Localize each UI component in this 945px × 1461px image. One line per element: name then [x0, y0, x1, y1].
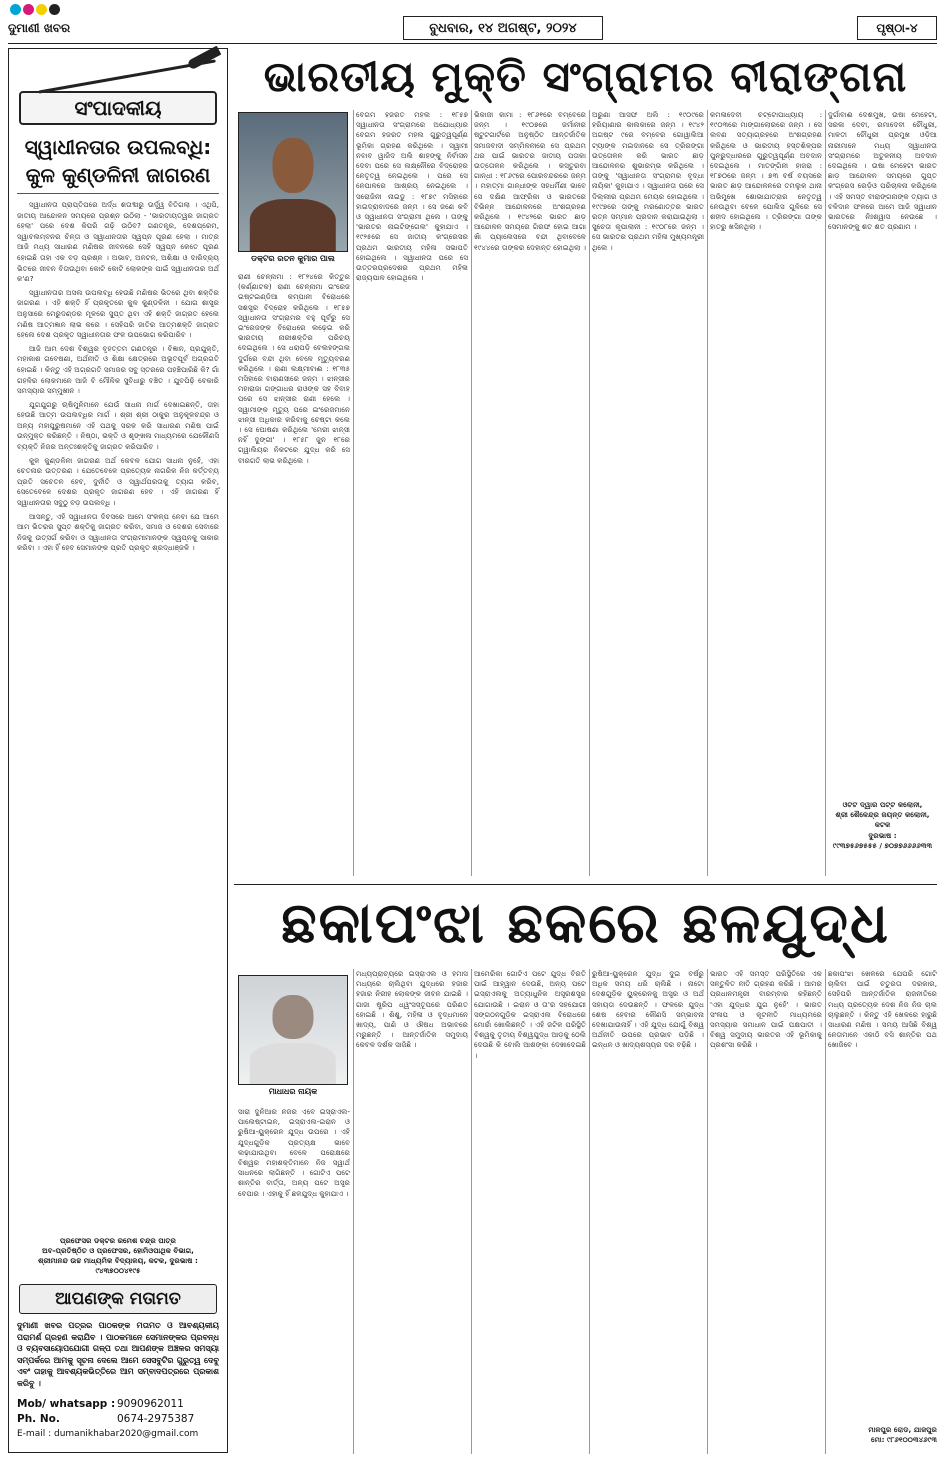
- phone-number: 0674-2975387: [117, 1413, 195, 1425]
- editorial-title: ସ୍ୱାଧୀନତାର ଉପଲବ୍ଧି: କୁଳ କୁଣ୍ଡଳିନୀ ଜାଗରଣ: [24, 135, 212, 187]
- mob-label: Mob/ whatsapp :: [17, 1398, 116, 1410]
- column-text: କମଳାଦେବୀ ଚଟ୍ଟୋପାଧ୍ୟାୟ : ୧୯୦୩ରେ ମାଙ୍ଗାଲୋରରେ ଜନ୍ମ । ସେ ଲବଣ ସତ୍ୟାଗ୍ରହରେ ଅଂଶଗ୍ରହଣ କରିଥିଲେ ଓ ଭାରତୀୟ ହସ୍ତଶିଳ୍ପର ପୁନରୁଦ୍ଧାରରେ ଗୁରୁତ୍ୱପୂର୍ଣ୍ଣ ଅବଦାନ ଦେଇଥିଲେ । ମାତଙ୍ଗିନୀ ହାଜରା : ୧୮୭୦ରେ ଜନ୍ମ । ୭୩ ବର୍ଷ ବୟସରେ ଭାରତ ଛାଡ଼ ଆନ୍ଦୋଳନରେ ତମଲୁକ ଥାନା ଅଭିମୁଖେ ଶୋଭାଯାତ୍ରାର ନେତୃତ୍ୱ ନେଉଥିବା ବେଳେ ପୋଲିସ ଗୁଳିରେ ସେ ଶହୀଦ ହୋଇଥିଲେ । ତ୍ରିରଙ୍ଗା ତାଙ୍କ ହାତରୁ ଖସିନଥିଲା ।: [710, 110, 822, 232]
- article1-author-signature: [828, 800, 937, 876]
- article1-col1: [238, 272, 350, 872]
- column-rule: [353, 969, 354, 1454]
- issue-date: ବୁଧବାର, ୧୪ ଅଗଷ୍ଟ, ୨୦୨୪: [403, 16, 603, 40]
- signature-line: ଅବ-ପ୍ରତିଷ୍ଠିତ ଓ ପ୍ରଫେସର, ହୋମିଓପାଥିକ ବିଭାଗ,: [42, 1246, 194, 1255]
- column-text: ଆମେରିକା ଗୋଟିଏ ପଟେ ଯୁଦ୍ଧ ବିରତି ପାଇଁ ଆହ୍ୱାନ ଦେଉଛି, ଅନ୍ୟ ପଟେ ଇସ୍ରାଏଲକୁ ଅତ୍ୟାଧୁନିକ ଅସ୍ତ୍ରଶସ୍ତ୍ର ଯୋଗାଉଛି । ଇରାନ ଓ ତା'ର ସହଯୋଗୀ ସଙ୍ଗଠନଗୁଡ଼ିକ ଇସ୍ରାଏଲ ବିରୋଧରେ ମୋର୍ଚ୍ଚା ଖୋଲିଛନ୍ତି । ଏହି ଜଟିଳ ପରିସ୍ଥିତି ବିଶ୍ୱକୁ ତୃତୀୟ ବିଶ୍ୱଯୁଦ୍ଧ ଆଡ଼କୁ ଠେଲି ଦେଉଛି କି ବୋଲି ଆଶଙ୍କା ଦେଖାଦେଇଛି ।: [474, 969, 586, 1060]
- article1-col5: [710, 110, 822, 876]
- article2-col5: [710, 969, 822, 1454]
- paper-name: ଦୁମାଣୀ ଖବର: [8, 21, 71, 35]
- article2-col3: [474, 969, 586, 1454]
- editorial-label: ସଂପାଦକୀୟ: [19, 91, 217, 125]
- column-text: ରୁଷିଆ-ୟୁକ୍ରେନ ଯୁଦ୍ଧ ଦୁଇ ବର୍ଷରୁ ଅଧିକ ସମୟ ଧରି ଚାଲିଛି । ନାଟୋ ଦେଶଗୁଡ଼ିକ ୟୁକ୍ରେନକୁ ଅସ୍ତ୍ର ଓ ଅର୍ଥ ସହାୟତା ଦେଉଛନ୍ତି । ଫଳରେ ଯୁଦ୍ଧ ଶେଷ ହେବାର କୌଣସି ସମ୍ଭାବନା ଦେଖାଯାଉନାହିଁ । ଏହି ଯୁଦ୍ଧ ଯୋଗୁଁ ବିଶ୍ୱ ଅର୍ଥନୀତି ଉପରେ ପ୍ରଭାବ ପଡ଼ିଛି । ଇନ୍ଧନ ଓ ଖାଦ୍ୟଶସ୍ୟର ଦର ବଢ଼ିଛି ।: [592, 969, 704, 1050]
- paragraph: ଆଜି ଆମ ଦେଶ ବିଶ୍ୱର ବୃହତ୍ତମ ଗଣତନ୍ତ୍ର । ବିଜ୍ଞାନ, ପ୍ରଯୁକ୍ତି, ମହାକାଶ ଗବେଷଣା, ଅର୍ଥନୀତି ଓ ଶିକ୍ଷା କ୍ଷେତ୍ରରେ ଅଭୂତପୂର୍ବ ଅଗ୍ରଗତି ହୋଇଛି । କିନ୍ତୁ ଏହି ଅଗ୍ରଗତି ସମାଜର ସବୁ ସ୍ତରରେ ପହଞ୍ଚିପାରିଛି କି? ଗାଁ ଗହଳିର ଲୋକମାନେ ଆଜି ବି ମୌଳିକ ସୁବିଧାରୁ ବଞ୍ଚିତ । ଯୁବପିଢ଼ି ବେକାରି ସମସ୍ୟାର ସମ୍ମୁଖୀନ ।: [17, 343, 219, 396]
- photo-caption: ଡକ୍ଟର ରତନ କୁମାର ପାଲ: [238, 252, 348, 266]
- author-photo: [238, 112, 348, 252]
- masthead: [8, 14, 937, 44]
- editorial-column: [8, 48, 228, 1453]
- column-text: ଭିକାଜୀ କାମା : ୧୮୬୧ରେ ବମ୍ବେରେ ଜନ୍ମ । ୧୯୦୭ରେ ଜର୍ମାନୀର ଷ୍ଟୁଟଗାର୍ଟରେ ଅନୁଷ୍ଠିତ ଆନ୍ତର୍ଜାତିକ ସମାଜବାଦୀ ସମ୍ମିଳନୀରେ ସେ ପ୍ରଥମ ଥର ପାଇଁ ଭାରତର ଜାତୀୟ ପତାକା ଉତ୍ତୋଳନ କରିଥିଲେ । କସ୍ତୁରବା ଗାନ୍ଧୀ : ୧୮୬୯ରେ ପୋରବନ୍ଦରରେ ଜନ୍ମ । ମହାତ୍ମା ଗାନ୍ଧୀଙ୍କ ସହଧର୍ମିଣୀ ଭାବେ ସେ ଦକ୍ଷିଣ ଆଫ୍ରିକା ଓ ଭାରତରେ ବିଭିନ୍ନ ଆନ୍ଦୋଳନରେ ଅଂଶଗ୍ରହଣ କରିଥିଲେ । ୧୯୪୨ରେ ଭାରତ ଛାଡ଼ ଆନ୍ଦୋଳନ ସମୟରେ ଗିରଫ ହୋଇ ଆଗା ଖାଁ ପ୍ୟାଲେସରେ ବନ୍ଦୀ ଥିବାବେଳେ ୧୯୪୪ରେ ତାଙ୍କର ଦେହାନ୍ତ ହୋଇଥିଲା ।: [474, 110, 586, 252]
- author-photo: [238, 975, 348, 1085]
- column-text: ମଧ୍ୟପ୍ରାଚ୍ୟରେ ଇସ୍ରାଏଲ ଓ ହମାସ ମଧ୍ୟରେ ଚାଲିଥିବା ଯୁଦ୍ଧରେ ହଜାର ହଜାର ନିରୀହ ଲୋକଙ୍କ ଜୀବନ ଯାଇଛି । ଗାଜା ଷ୍ଟ୍ରିପ ଧ୍ୱଂସସ୍ତୂପରେ ପରିଣତ ହୋଇଛି । ଶିଶୁ, ମହିଳା ଓ ବୃଦ୍ଧମାନେ ଖାଦ୍ୟ, ପାଣି ଓ ଔଷଧ ଅଭାବରେ ମରୁଛନ୍ତି । ଆନ୍ତର୍ଜାତିକ ସମୁଦାୟ କେବଳ ଦର୍ଶକ ସାଜିଛି ।: [356, 969, 468, 1050]
- contact-block: [9, 1395, 227, 1444]
- column-rule: [589, 969, 590, 1454]
- article1-headline: ଭାରତୀୟ ମୁକ୍ତି ସଂଗ୍ରାମର ବୀରାଙ୍ଗନା: [263, 52, 908, 101]
- column-rule: [353, 110, 354, 876]
- editorial-body: [9, 196, 227, 1236]
- signature-line: ଶ୍ରୀ ଶୈଳେନ୍ଦ୍ର ଜୟନ୍ତ କଲୋନୀ, କଟକ: [835, 810, 930, 830]
- signature-phone: ମୋ: ୯୮୬୧୦୦୩୪୬୯୩: [871, 1435, 937, 1445]
- column-rule: [825, 969, 826, 1454]
- column-rule: [825, 110, 826, 876]
- article1-col4: [592, 110, 704, 876]
- paragraph: ଯୁଗଯୁଗରୁ ଋଷିମୁନିମାନେ ଯେଉଁ ସାଧନା ମାର୍ଗ ଦେଖାଇଛନ୍ତି, ତାହା ହେଉଛି ଆତ୍ମ ଉପଲବ୍ଧିର ମାର୍ଗ । ଶ୍ରୀ ଶ୍ରୀ ଠାକୁର ଅନୁକୂଳଚନ୍ଦ୍ର ଓ ଅନ୍ୟ ମହାପୁରୁଷମାନେ ଏହି ପଥକୁ ସରଳ କରି ସାଧାରଣ ମଣିଷ ପାଇଁ ଉନ୍ମୁକ୍ତ କରିଛନ୍ତି । ନିଷ୍ଠା, ଭକ୍ତି ଓ ଶୃଙ୍ଖଳା ମାଧ୍ୟମରେ ଯେକୌଣସି ବ୍ୟକ୍ତି ନିଜର ଅନ୍ତଃଶକ୍ତିକୁ ଜାଗ୍ରତ କରିପାରିବ ।: [17, 399, 219, 452]
- column-rule: [707, 110, 708, 876]
- article2-author-signature: [828, 1425, 937, 1453]
- divider: [17, 193, 219, 194]
- signature-line: ଶ୍ରୀମାନନ୍ଦ ଉଚ୍ଚ ମାଧ୍ୟମିକ ବିଦ୍ୟାଳୟ, କଟକ, ଦୁରଭାଷ :: [38, 1256, 198, 1265]
- signature-line: ମାଳପୁର ରୋଡ, ଯାଜପୁର: [868, 1425, 937, 1434]
- column-rule: [707, 969, 708, 1454]
- column-rule: [589, 110, 590, 876]
- article1-col6: [828, 110, 937, 790]
- phone-label: Ph. No.: [17, 1413, 60, 1425]
- article2-col2: [356, 969, 468, 1454]
- column-text: ରାଣୀ ଚେନ୍ନାମା : ୧୮୨୪ରେ କିତ୍ତୁର (କର୍ଣ୍ଣାଟକ) ରାଣୀ ଚେନ୍ନାମା ଇଂରେଜ ଇଷ୍ଟଇଣ୍ଡିଆ କମ୍ପାନୀ ବିରୋଧରେ ସଶସ୍ତ୍ର ବିଦ୍ରୋହ କରିଥିଲେ । ୧୮୫୭ ସ୍ୱାଧୀନତା ସଂଗ୍ରାମର ବହୁ ପୂର୍ବରୁ ସେ ଇଂରେଜଙ୍କ ବିରୋଧରେ ଲଢ଼େଇ କରି ଭାରତୀୟ ନାରୀଶକ୍ତିର ପରିଚୟ ଦେଇଥିଲେ । ସେ ଧରାପଡ଼ି ବେଲହଙ୍ଗଲ ଦୁର୍ଗରେ ବନ୍ଦୀ ଥିବା ବେଳେ ମୃତ୍ୟୁବରଣ କରିଥିଲେ । ରାଣୀ ଲକ୍ଷ୍ମୀବାଈ : ୧୮୩୫ ମସିହାରେ ବାରାଣସୀରେ ଜନ୍ମ । ଝାନ୍ସୀର ମହାରାଜା ଗଙ୍ଗାଧର ରାଓଙ୍କ ସହ ବିବାହ ପରେ ସେ ଝାନ୍ସୀର ରାଣୀ ହେଲେ । ସ୍ୱାମୀଙ୍କ ମୃତ୍ୟୁ ପରେ ଇଂରେଜମାନେ ଝାନ୍ସୀ ଅଧିକାର କରିବାକୁ ଚେଷ୍ଟା କଲେ । ସେ ଘୋଷଣା କରିଥିଲେ 'ମେରୀ ଝାନ୍ସୀ ନହିଁ ଦୁଙ୍ଗୀ' । ୧୮୫୮ ଜୁନ ୧୮ରେ ଗ୍ୱାଲିୟର ନିକଟରେ ଯୁଦ୍ଧ କରି ସେ ବୀରଗତି ଲାଭ କରିଥିଲେ ।: [238, 272, 350, 465]
- column-text: ଦୁର୍ଗାବାଈ ଦେଶମୁଖ, ଉଷା ମେହେଟା, ସରଳା ଦେବୀ, ରମାଦେବୀ ଚୌଧୁରୀ, ମାଳତୀ ଚୌଧୁରୀ ପ୍ରମୁଖ ଓଡ଼ିଆ ନାରୀମାନେ ମଧ୍ୟ ସ୍ୱାଧୀନତା ସଂଗ୍ରାମରେ ଅତୁଳନୀୟ ଅବଦାନ ଦେଇଥିଲେ । ଉଷା ମେହେଟା ଭାରତ ଛାଡ଼ ଆନ୍ଦୋଳନ ସମୟରେ ଗୁପ୍ତ କଂଗ୍ରେସ ରେଡ଼ିଓ ପରିଚାଳନା କରିଥିଲେ । ଏହି ସମସ୍ତ ବୀରାଙ୍ଗନାଙ୍କ ତ୍ୟାଗ ଓ ବଳିଦାନ ଫଳରେ ଆମେ ଆଜି ସ୍ୱାଧୀନ ଭାରତରେ ନିଃଶ୍ୱାସ ନେଉଛେ । ସେମାନଙ୍କୁ ଶତ ଶତ ପ୍ରଣାମ ।: [828, 110, 937, 232]
- column-rule: [471, 969, 472, 1454]
- main-content: [234, 48, 937, 1453]
- opinion-text: ଦୁମାଣୀ ଖବର ପତ୍ରର ପାଠକଙ୍କ ମତାମତ ଓ ଆବଶ୍ୟକୀୟ ପରାମର୍ଶ ଗ୍ରହଣ କରାଯିବ । ପାଠକମାନେ ସେମାନଙ୍କର ପ୍ରବନ୍ଧ ଓ ବ୍ୟବସାୟୋପଯୋଗୀ ଗଳ୍ପ ତଥା ଆପଣଙ୍କ ଅଞ୍ଚଳର ସମସ୍ୟା ସମ୍ପର୍କରେ ଆମକୁ ସୂଚନା ଦେଲେ ଆମେ ସେସବୁଟିର ଗୁରୁତ୍ୱ ଦେବୁ ଏବଂ ତାହାକୁ ଆବଶ୍ୟକଭିତ୍ତିରେ ଆମ ସମ୍ବାଦପତ୍ରରେ ପ୍ରକାଶ କରିବୁ ।: [17, 1321, 219, 1388]
- article2-col6: [828, 969, 937, 1424]
- paragraph: ଆସନ୍ତୁ, ଏହି ସ୍ୱାଧୀନତା ଦିବସରେ ଆମେ ସଂକଳ୍ପ ନେବା ଯେ ଆମେ ଆମ ଭିତରର ସୁପ୍ତ ଶକ୍ତିକୁ ଜାଗ୍ରତ କରିବା, ସମାଜ ଓ ଦେଶର ସେବାରେ ନିଜକୁ ଉତ୍ସର୍ଗ କରିବା ଓ ସ୍ୱାଧୀନତା ସଂଗ୍ରାମୀମାନଙ୍କ ସ୍ୱପ୍ନକୁ ସାକାର କରିବା । ଏହା ହିଁ ହେବ ସେମାନଙ୍କ ପ୍ରତି ପ୍ରକୃତ ଶ୍ରଦ୍ଧାଞ୍ଜଳି ।: [17, 511, 219, 553]
- article2: [234, 884, 937, 1453]
- column-text: ସାରା ଦୁନିଆର ନଜର ଏବେ ଇସ୍ରାଏଲ-ପାଲେଷ୍ଟାଇନ, ଇସ୍ରାଏଲ-ଇରାନ ଓ ରୁଷିଆ-ୟୁକ୍ରେନ ଯୁଦ୍ଧ ଉପରେ । ଏହି ଯୁଦ୍ଧଗୁଡ଼ିକ ପ୍ରତ୍ୟକ୍ଷ ଭାବେ ଲଢ଼ାଯାଉଥିବା ବେଳେ ପରୋକ୍ଷରେ ବିଶ୍ୱର ମହାଶକ୍ତିମାନେ ନିଜ ସ୍ୱାର୍ଥ ସାଧନରେ ଲାଗିଛନ୍ତି । ଗୋଟିଏ ପଟେ ଶାନ୍ତିର ବାର୍ତ୍ତା, ଅନ୍ୟ ପଟେ ଅସ୍ତ୍ର ବେପାର । ଏହାକୁ ହିଁ ଛଳଯୁଦ୍ଧ କୁହାଯାଏ ।: [238, 1107, 350, 1198]
- signature-line: ଓଟଟ ଦ୍ୱାର ପଟ୍ଟ କଲୋନୀ,: [842, 800, 923, 809]
- email-label: E-mail :: [17, 1429, 52, 1439]
- signature-name: ପ୍ରଫେସର ଡକ୍ଟର ରମେଶ ଚନ୍ଦ୍ର ପାତ୍ର: [60, 1236, 176, 1245]
- signature-phone: ୯୪୩୭୦୦୪୧୯୫: [95, 1266, 141, 1275]
- paragraph: କୁଳ କୁଣ୍ଡଳିନୀ ଜାଗରଣ ଅର୍ଥ କେବଳ ଯୋଗ ସାଧନା ନୁହେଁ, ଏହା ଚେତନାର ଉତ୍ତରଣ । ଯେତେବେଳେ ପ୍ରତ୍ୟେକ ନାଗରିକ ନିଜ କର୍ତ୍ତବ୍ୟ ପ୍ରତି ସଚେତନ ହେବ, ଦୁର୍ନୀତି ଓ ସ୍ୱାର୍ଥପରତାକୁ ତ୍ୟାଗ କରିବ, ସେତେବେଳେ ଦେଶର ପ୍ରକୃତ ଜାଗରଣ ହେବ । ଏହି ଜାଗରଣ ହିଁ ସ୍ୱାଧୀନତାର ସବୁଠୁ ବଡ଼ ଉପଲବ୍ଧି ।: [17, 455, 219, 508]
- column-text: ଭାରତ ଏହି ସମସ୍ତ ପରିସ୍ଥିତିରେ ଏକ ସନ୍ତୁଳିତ ନୀତି ଗ୍ରହଣ କରିଛି । ଆମର ପ୍ରଧାନମନ୍ତ୍ରୀ ବାରମ୍ବାର କହିଛନ୍ତି 'ଏହା ଯୁଦ୍ଧର ଯୁଗ ନୁହେଁ' । ଭାରତ ସଂଳାପ ଓ କୂଟନୀତି ମାଧ୍ୟମରେ ସମସ୍ୟାର ସମାଧାନ ପାଇଁ ପକ୍ଷପାତୀ । ବିଶ୍ୱ ସମୁଦାୟ ଭାରତର ଏହି ଭୂମିକାକୁ ପ୍ରଶଂସା କରିଛି ।: [710, 969, 822, 1050]
- mobile-number: 9090962011: [117, 1398, 184, 1410]
- editorial-signature: [9, 1236, 227, 1276]
- paragraph: ସ୍ୱାଧୀନତା ପ୍ରାପ୍ତିପରେ ଅର୍ଦ୍ଧ ଶତାବ୍ଦୀରୁ ଊର୍ଦ୍ଧ୍ୱ ବିତିଗଲା । ଏଥିପି, ଜାତୀୟ ଆନ୍ଦୋଳନ ସମୟରେ ପ୍ରଶ୍ନ ଉଠିଲା - 'ଭାରତୀୟତ୍ୱର ଜାଗ୍ରତ ହେଲା' ପରେ ଦେଶ କିପରି ଗଢ଼ି ଉଠିବ? ଗଣତନ୍ତ୍ର, ଦେଶପ୍ରେମ, ସ୍ୱାବଲମ୍ବନର ଚିନ୍ତା ଓ ସ୍ୱାଧୀନତାର ସ୍ୱପ୍ନ ପୂରଣ ହେଲା । ମାତ୍ର ଆଜି ମଧ୍ୟ ସାଧାରଣ ମଣିଷର ଜୀବନରେ ସେହି ସ୍ୱପ୍ନ କେତେ ପୂରଣ ହୋଇଛି ତାହା ଏକ ବଡ଼ ପ୍ରଶ୍ନ । ଅଭାବ, ଅନଟନ, ଅଶିକ୍ଷା ଓ ଦାରିଦ୍ର୍ୟ ଭିତରେ ଜୀବନ ବିତାଉଥିବା କୋଟି କୋଟି ଲୋକଙ୍କ ପାଇଁ ସ୍ୱାଧୀନତାର ଅର୍ଥ କ'ଣ?: [17, 200, 219, 284]
- column-text: ଅରୁଣା ଆସଫ ଅଲି : ୧୯୦୯ରେ ହରିୟାଣାର କାଲକାରେ ଜନ୍ମ । ୧୯୪୨ ଅଗଷ୍ଟ ୯ରେ ବମ୍ବେର ଗୋୱାଲିଆ ଟ୍ୟାଙ୍କ ମଇଦାନରେ ସେ ତ୍ରିରଙ୍ଗା ଉତ୍ତୋଳନ କରି ଭାରତ ଛାଡ଼ ଆନ୍ଦୋଳନର ଶୁଭାରମ୍ଭ କରିଥିଲେ । ତାଙ୍କୁ 'ସ୍ୱାଧୀନତା ସଂଗ୍ରାମର ବୃଦ୍ଧା ନାୟିକା' କୁହାଯାଏ । ସ୍ୱାଧୀନତା ପରେ ସେ ଦିଲ୍ଲୀର ପ୍ରଥମ ମେୟର ହୋଇଥିଲେ । ୧୯୯୭ରେ ତାଙ୍କୁ ମରଣୋତ୍ତର ଭାରତ ରତ୍ନ ସମ୍ମାନ ପ୍ରଦାନ କରାଯାଇଥିଲା । ସୁଚେତା କୃପାଲାନୀ : ୧୯୦୮ରେ ଜନ୍ମ । ସେ ଭାରତର ପ୍ରଥମ ମହିଳା ମୁଖ୍ୟମନ୍ତ୍ରୀ ଥିଲେ ।: [592, 110, 704, 252]
- article2-col4: [592, 969, 704, 1454]
- email-address: dumanikhabar2020@gmail.com: [54, 1429, 199, 1439]
- page-number: ପୃଷ୍ଠା-୪: [857, 16, 937, 40]
- quill-pen-icon: [9, 49, 227, 91]
- signature-line: ଦୁରଭାଷ :: [868, 830, 897, 840]
- article2-headline: ଛକାପଂଝା ଛକରେ ଛଳଯୁଦ୍ଧ: [281, 891, 890, 956]
- article1-col2: [356, 110, 468, 876]
- opinion-heading: ଆପଣଙ୍କ ମତାମତ: [19, 1284, 217, 1314]
- column-text: ବେଗମ ହଜରତ ମହଲ : ୧୮୫୭ ସ୍ୱାଧୀନତା ସଂଗ୍ରାମରେ ଅଯୋଧ୍ୟାର ବେଗମ ହଜରତ ମହଲ ଗୁରୁତ୍ୱପୂର୍ଣ୍ଣ ଭୂମିକା ଗ୍ରହଣ କରିଥିଲେ । ସ୍ୱାମୀ ନବାବ ୱାଜିଦ ଅଲି ଶାହଙ୍କୁ ନିର୍ବାସନ ଦେବା ପରେ ସେ ଲକ୍ଷ୍ନୌରେ ବିଦ୍ରୋହର ନେତୃତ୍ୱ ନେଇଥିଲେ । ପରେ ସେ ନେପାଳରେ ଆଶ୍ରୟ ନେଇଥିଲେ । ସରୋଜିନୀ ନାଇଡୁ : ୧୮୭୯ ମସିହାରେ ହାଇଦ୍ରାବାଦରେ ଜନ୍ମ । ସେ ଜଣେ କବି ଓ ସ୍ୱାଧୀନତା ସଂଗ୍ରାମୀ ଥିଲେ । ତାଙ୍କୁ 'ଭାରତର ନାଇଟିଙ୍ଗେଲ' କୁହାଯାଏ । ୧୯୨୫ରେ ସେ ଜାତୀୟ କଂଗ୍ରେସର ପ୍ରଥମ ଭାରତୀୟ ମହିଳା ସଭାପତି ହୋଇଥିଲେ । ସ୍ୱାଧୀନତା ପରେ ସେ ଉତ୍ତରପ୍ରଦେଶର ପ୍ରଥମ ମହିଳା ରାଜ୍ୟପାଳ ହୋଇଥିଲେ ।: [356, 110, 468, 283]
- article1-col3: [474, 110, 586, 876]
- column-rule: [471, 110, 472, 876]
- signature-phone: ୯୯୩୭୫୬୭୫୫୫ / ୭୦୭୭୬୬୬୬୩୩: [832, 840, 933, 850]
- photo-caption: ମାଧାଧର ନାୟକ: [238, 1085, 348, 1099]
- column-text: ଛକାପଂଝା ଖେଳରେ ଯେପରି ଗୋଟି ଚାଲିବା ପାଇଁ ଚତୁରତା ଦରକାର, ସେହିପରି ଆନ୍ତର୍ଜାତିକ ରାଜନୀତିରେ ମଧ୍ୟ ପ୍ରତ୍ୟେକ ଦେଶ ନିଜ ନିଜ ଚାଲ ଚାଲୁଛନ୍ତି । କିନ୍ତୁ ଏହି ଖେଳରେ ହାରୁଛି ସାଧାରଣ ମଣିଷ । ସମୟ ଆସିଛି ବିଶ୍ୱ ନେତାମାନେ ଏକାଠି ବସି ଶାନ୍ତିର ପଥ ଖୋଜିବେ ।: [828, 969, 937, 1050]
- article1: [234, 110, 937, 876]
- paragraph: ସ୍ୱାଧୀନତାର ଅସଲ ଉପଲବ୍ଧି ହେଉଛି ମଣିଷର ଭିତରେ ଥିବା ଶକ୍ତିର ଜାଗରଣ । ଏହି ଶକ୍ତି ହିଁ ପ୍ରକୃତରେ କୁଳ କୁଣ୍ଡଳିନୀ । ଯୋଗ ଶାସ୍ତ୍ର ଅନୁସାରେ ମେରୁଦଣ୍ଡର ମୂଳରେ ସୁପ୍ତ ଥିବା ଏହି ଶକ୍ତି ଜାଗ୍ରତ ହେଲେ ମଣିଷ ଆତ୍ମଜ୍ଞାନ ଲାଭ କରେ । ସେହିପରି ଜାତିର ଆତ୍ମଶକ୍ତି ଜାଗ୍ରତ ହେଲେ ଦେଶ ପ୍ରକୃତ ସ୍ୱାଧୀନତାର ଫଳ ଉପଭୋଗ କରିପାରିବ ।: [17, 287, 219, 340]
- article2-col1: [238, 1107, 350, 1452]
